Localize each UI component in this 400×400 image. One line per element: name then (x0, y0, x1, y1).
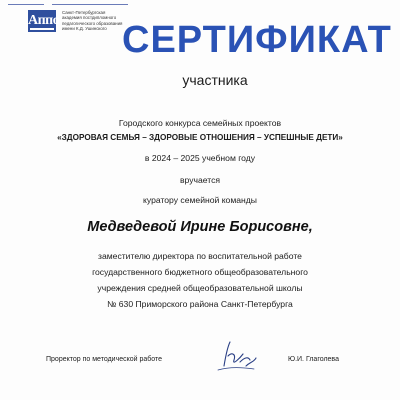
handwritten-signature (210, 336, 260, 376)
top-accent-line (52, 4, 128, 5)
signer-title: Проректор по методической работе (46, 356, 163, 363)
awarded-text: вручается (179, 175, 221, 185)
logo-text: Aппo (28, 13, 60, 28)
logo-underline (30, 28, 54, 30)
signer-name: Ю.И. Глаголева (288, 356, 339, 363)
position-line: учреждения средней общеобразовательной школы (97, 283, 303, 293)
position-line: заместителю директора по воспитательной работе (98, 251, 302, 261)
position-line: государственного бюджетного общеобразовательного (92, 267, 308, 277)
certificate-title: СЕРТИФИКАТ (122, 19, 392, 61)
top-accent-line (8, 4, 44, 5)
position-line: № 630 Приморского района Санкт-Петербурга (107, 299, 293, 309)
org-line: академия постдипломного (62, 15, 117, 21)
recipient-name: Медведевой Ирине Борисовне, (87, 219, 313, 235)
contest-line: Городского конкурса семейных проектов (118, 118, 282, 128)
contest-name: «ЗДОРОВАЯ СЕМЬЯ – ЗДОРОВЫЕ ОТНОШЕНИЯ – УСПЕШНЫЕ ДЕТИ» (57, 133, 343, 142)
academic-year: в 2024 – 2025 учебном году (144, 153, 256, 163)
certificate-subtitle: участника (182, 72, 248, 88)
org-line: педагогического образования (62, 20, 123, 26)
org-line: Санкт-Петербургская (62, 10, 106, 15)
academy-logo (28, 10, 60, 32)
recipient-role: куратору семейной команды (143, 195, 257, 205)
org-line: имени К.Д. Ушинского (62, 25, 107, 31)
